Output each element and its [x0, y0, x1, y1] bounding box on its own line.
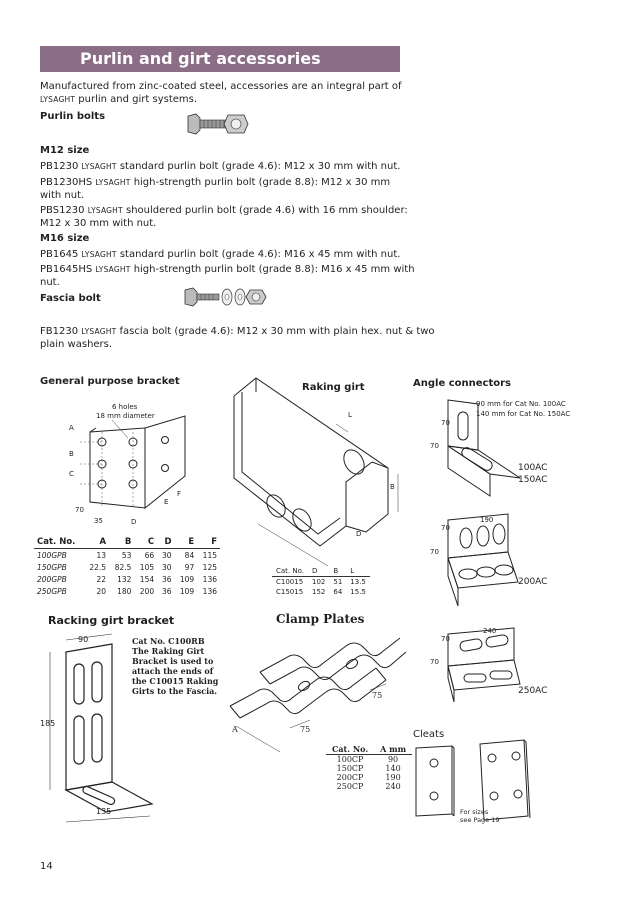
page-title: Purlin and girt accessories [80, 49, 321, 68]
ac-dim-190: 190 [480, 516, 494, 524]
brand-name: LYSAGHT [87, 206, 123, 215]
caption-line: the C10015 Raking [132, 676, 219, 686]
page-number: 14 [40, 861, 53, 872]
intro-line-2 [40, 93, 402, 106]
brand-name: LYSAGHT [95, 178, 131, 187]
ac-dim-70: 70 [441, 419, 450, 427]
ac-dim-70: 70 [441, 635, 450, 643]
table-cell: 150GPB [37, 562, 67, 572]
gpb-holes-note-1: 6 holes [112, 403, 138, 411]
general-bracket-heading: General purpose bracket [40, 376, 180, 387]
item-desc: high-strength purlin bolt (grade 8.8): M12 x 30 mm [130, 177, 391, 188]
gpb-dim-b: B [69, 450, 74, 458]
m12-item-2 [40, 176, 390, 202]
angle-connector-100-drawing [428, 396, 522, 506]
table-cell: C10015 [276, 578, 304, 586]
table-cell: 200GPB [37, 574, 67, 584]
m12-item-3 [40, 204, 408, 230]
item-desc-cont: nut. [40, 277, 60, 288]
item-desc: standard purlin bolt (grade 4.6): M16 x 45 mm with nut. [116, 249, 401, 260]
item-code: PBS1230 [40, 205, 85, 216]
table-cell: 105 [139, 562, 155, 572]
fascia-bolt-heading: Fascia bolt [40, 293, 101, 304]
raking-girt-table [272, 566, 370, 597]
ac-dim-70: 70 [430, 442, 439, 450]
clamp-plates-heading: Clamp Plates [276, 612, 365, 626]
table-cell: 136 [202, 586, 217, 596]
ac-label-150ac: 150AC [518, 475, 548, 485]
table-cell: 100CP [336, 755, 364, 764]
col-header: Cat. No. [34, 536, 84, 549]
fascia-bolt-illustration [184, 286, 268, 308]
item-desc: high-strength purlin bolt (grade 8.8): M16 x 45 mm with [130, 264, 415, 275]
table-row [272, 577, 370, 588]
gpb-table [34, 536, 220, 597]
gpb-dim-f: F [177, 490, 182, 498]
col-header: Cat. No. [272, 566, 308, 577]
intro-line-2-text: purlin and girt systems. [75, 94, 198, 105]
cleats-heading: Cleats [413, 729, 445, 740]
raking-girt-dim-b: B [390, 483, 395, 491]
table-cell: 200 [139, 586, 155, 596]
table-cell: 100GPB [37, 550, 67, 560]
racking-bracket-heading: Racking girt bracket [48, 614, 175, 627]
col-header: E [175, 536, 198, 549]
racking-bracket-caption [132, 636, 218, 696]
brand-name: LYSAGHT [95, 265, 131, 274]
raking-girt-heading: Raking girt [302, 382, 365, 393]
purlin-bolts-heading: Purlin bolts [40, 111, 106, 122]
col-header: L [346, 566, 370, 577]
table-row [34, 573, 220, 585]
ac-label-200ac: 200AC [518, 577, 548, 587]
table-cell: 136 [202, 574, 217, 584]
cp-dim-a: A [232, 725, 238, 734]
table-cell: 13.5 [350, 578, 366, 586]
m12-item-1 [40, 160, 400, 173]
gpb-dim-e: E [164, 498, 169, 506]
table-cell: 150CP [336, 764, 364, 773]
table-cell: 132 [117, 574, 132, 584]
raking-girt-dim-l: L [348, 411, 352, 419]
table-cell: 53 [121, 550, 132, 560]
item-desc: shouldered purlin bolt (grade 4.6) with 16 mm shoulder: [122, 205, 408, 216]
caption-line: The Raking Girt [132, 646, 205, 656]
table-cell: 20 [96, 586, 107, 596]
gpb-dim-c: C [69, 470, 74, 478]
table-cell: 115 [202, 550, 217, 560]
gpb-holes-note-2: 18 mm diameter [96, 412, 155, 420]
table-cell: 154 [139, 574, 155, 584]
table-cell: 64 [333, 588, 343, 596]
item-desc-cont: with nut. [40, 190, 85, 201]
table-cell: 109 [179, 586, 195, 596]
table-cell: 250GPB [37, 586, 67, 596]
table-cell: 125 [202, 562, 217, 572]
table-cell: 36 [161, 586, 172, 596]
table-cell: 190 [385, 773, 401, 782]
col-header: B [329, 566, 346, 577]
brand-name: LYSAGHT [81, 250, 117, 259]
table-cell: 97 [184, 562, 195, 572]
gpb-dim-a: A [69, 424, 74, 432]
item-code: PB1230HS [40, 177, 93, 188]
ac-note-2: 140 mm for Cat No. 150AC [476, 410, 571, 418]
col-header: A mm [374, 744, 412, 755]
col-header: D [308, 566, 329, 577]
table-row [326, 764, 412, 773]
table-cell: 13 [96, 550, 107, 560]
table-cell: C15015 [276, 588, 304, 596]
ac-dim-70: 70 [430, 548, 439, 556]
table-cell: 109 [179, 574, 195, 584]
raking-girt-dim-d: D [356, 530, 362, 538]
gpb-dim-d: D [131, 518, 137, 526]
cp-dim-75: 75 [300, 725, 311, 734]
table-cell: 15.5 [350, 588, 366, 596]
purlin-bolt-illustration [186, 112, 250, 136]
caption-line: Bracket is used to [132, 656, 214, 666]
col-header: B [109, 536, 134, 549]
raking-girt-drawing [228, 374, 408, 570]
gpb-dim-35: 35 [94, 517, 103, 525]
table-cell: 22.5 [89, 562, 107, 572]
table-cell: 90 [387, 755, 399, 764]
item-code: PB1645 [40, 249, 79, 260]
m12-heading: M12 size [40, 145, 90, 156]
ac-dim-70: 70 [441, 524, 450, 532]
item-code: PB1230 [40, 161, 79, 172]
table-cell: 140 [385, 764, 401, 773]
ac-dim-70: 70 [430, 658, 439, 666]
rb-dim-185: 185 [40, 719, 56, 728]
table-row [326, 782, 412, 791]
table-cell: 102 [312, 578, 326, 586]
table-cell: 84 [184, 550, 195, 560]
table-header-row [34, 536, 220, 549]
brand-name: LYSAGHT [40, 95, 76, 104]
table-row [34, 561, 220, 573]
table-header-row [326, 744, 412, 755]
cp-dim-75: 75 [372, 691, 383, 700]
ac-label-100ac: 100AC [518, 463, 548, 473]
table-row [34, 585, 220, 597]
cleats-note-1: For sizes [460, 808, 489, 816]
table-cell: 30 [161, 550, 172, 560]
item-desc-cont: M12 x 30 mm with nut. [40, 218, 157, 229]
table-header-row [272, 566, 370, 577]
table-row [34, 549, 220, 562]
item-desc-cont: plain washers. [40, 339, 113, 350]
item-desc: fascia bolt (grade 4.6): M12 x 30 mm with plain hex. nut & two [116, 326, 435, 337]
clamp-plates-table [326, 744, 412, 791]
gpb-dim-70: 70 [75, 506, 84, 514]
caption-line: Cat No. C100RB [132, 636, 205, 646]
fascia-bolt-item [40, 325, 435, 351]
m16-item-1 [40, 248, 400, 261]
table-cell: 200CP [336, 773, 364, 782]
table-cell: 30 [161, 562, 172, 572]
section-title-bar [40, 46, 400, 72]
caption-line: attach the ends of [132, 666, 214, 676]
item-desc: standard purlin bolt (grade 4.6): M12 x 30 mm with nut. [116, 161, 401, 172]
ac-note-1: 90 mm for Cat No. 100AC [476, 400, 566, 408]
table-cell: 180 [117, 586, 132, 596]
table-row [326, 755, 412, 765]
table-row [272, 587, 370, 597]
col-header: F [197, 536, 220, 549]
col-header: Cat. No. [326, 744, 374, 755]
brand-name: LYSAGHT [81, 327, 117, 336]
caption-line: Girts to the Fascia. [132, 686, 218, 696]
table-cell: 66 [144, 550, 155, 560]
table-cell: 36 [161, 574, 172, 584]
col-header: D [157, 536, 174, 549]
table-cell: 240 [385, 782, 401, 791]
table-cell: 22 [96, 574, 107, 584]
rb-dim-135: 135 [96, 807, 112, 816]
col-header: C [134, 536, 157, 549]
table-cell: 152 [312, 588, 326, 596]
col-header: A [84, 536, 109, 549]
ac-label-250ac: 250AC [518, 686, 548, 696]
rb-dim-90: 90 [78, 635, 89, 644]
ac-dim-240: 240 [483, 627, 497, 635]
item-code: FB1230 [40, 326, 79, 337]
cleats-note-2: see Page 19 [460, 816, 500, 824]
table-cell: 51 [333, 578, 343, 586]
m16-heading: M16 size [40, 233, 90, 244]
intro-paragraph [40, 80, 402, 106]
brand-name: LYSAGHT [81, 162, 117, 171]
angle-connectors-heading: Angle connectors [413, 378, 511, 389]
table-cell: 250CP [336, 782, 364, 791]
intro-line-1: Manufactured from zinc-coated steel, accessories are an integral part of [40, 81, 402, 92]
item-code: PB1645HS [40, 264, 93, 275]
table-cell: 82.5 [114, 562, 132, 572]
table-row [326, 773, 412, 782]
